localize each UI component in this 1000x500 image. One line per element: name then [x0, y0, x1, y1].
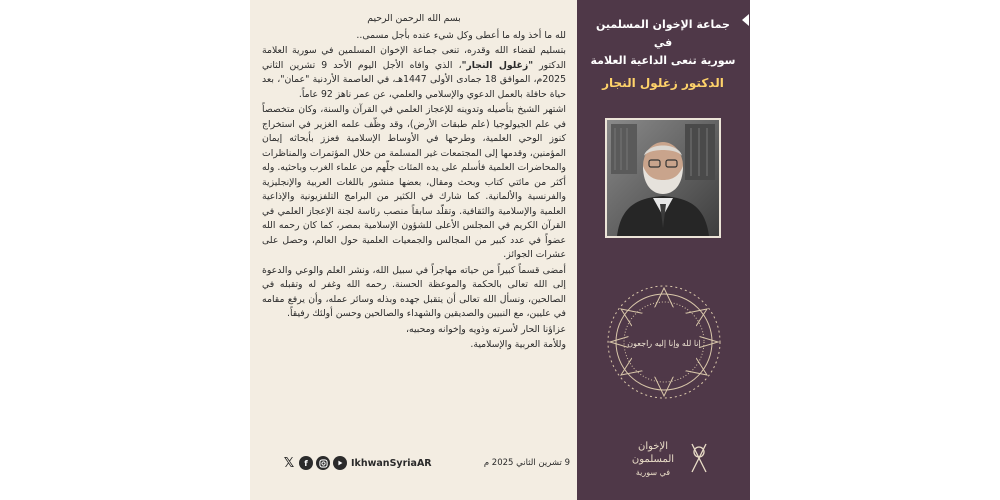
condolence-rosette — [604, 282, 724, 402]
statement-date: 9 تشرين الثاني 2025 م — [483, 458, 570, 468]
youtube-icon[interactable] — [333, 456, 347, 470]
title-line-1: جماعة الإخوان المسلمين في — [596, 18, 730, 49]
logo-text: الإخوان المسلمون في سورية — [631, 441, 675, 477]
portrait-photo — [605, 118, 721, 238]
basmala: بسم الله الرحمن الرحيم — [367, 13, 461, 24]
paragraph-prayer: أمضى قسماً كبيراً من حياته مهاجراً في سبيل الله، ونشر العلم والوعي والدعوة إلى الله تعالى بالحكمة والموعظة الحسنة. رحمه الله وغفر له وتقبله في الصالحين، ونسأل الله تعالى أن يتقبل جهده وبذله وسائر عمله، وأن يرفع مقامه في عليين، مع النبيين والصديقين والشهداء والصالحين وحسن أولئك رفيقاً. — [262, 264, 566, 319]
facebook-icon[interactable]: f — [299, 456, 313, 470]
paragraph-closing: وللأمة العربية والإسلامية. — [470, 339, 566, 350]
footer — [282, 454, 570, 472]
statement-body — [262, 12, 566, 354]
brotherhood-emblem-icon — [620, 432, 712, 484]
x-icon[interactable]: 𝕏 — [283, 455, 295, 471]
paragraph-opening: لله ما أخذ وله ما أعطى وكل شيء عنده بأجل مسمى.. — [356, 29, 566, 41]
instagram-icon[interactable] — [316, 456, 330, 470]
paragraph-biography: اشتهر الشيخ بتأصيله وتدوينه للإعجاز العلمي في القرآن والسنة، وكان متخصصاً في علم الجيولوجيا (علم طبقات الأرض)، وقد وظّف علمه الغزير في استخراج كنوز الوحي العلمية، وطرحها في الأوساط الإسلامية فعزز بأبحاثه إيمان المؤمنين، وقدمها إلى المجتمعات غير المسلمة من خلال المؤتمرات والمناظرات والمحاضرات العلمية فأسلم على يده المئات جلّهم من علماء الغرب وباحثيه. وله أكثر من مائتي كتاب وبحث ومقال، بعضها منشور باللغات العربية والإنجليزية والفرنسية والألمانية. كما شارك في الكثير من البرامج التلفزيونية والإذاعية العلمية والإسلامية والثقافية. وتقلّد سابقاً منصب رئاسة لجنة الإعجاز العلمي في القرآن الكريم في المجلس الأعلى للشؤون الإسلامية بمصر، كما كان رحمه الله عضواً في عدد كبير من المجالس والجمعيات العلمية حول العالم، وحصل على عشرات الجوائز. — [262, 104, 566, 260]
social-handle[interactable]: IkhwanSyriaAR — [351, 457, 432, 469]
social-icons — [282, 456, 347, 470]
chevron-left-icon — [742, 14, 749, 26]
deceased-name: "زغلول النجار" — [461, 59, 534, 71]
announcement-title — [588, 16, 738, 92]
paragraph-announcement: بتسليم لقضاء الله وقدره، تنعى جماعة الإخوان المسلمين في سورية العلامة الدكتور "زغلول النجار"، الذي وافاه الأجل اليوم الأحد 9 تشرين الثاني 2025م، الموافق 18 جمادى الأولى 1447هـ، في العاصمة الأردنية "عمان"، بعد حياة حافلة بالعمل الدعوي والإسلامي والعلمي، عن عمر ناهز 92 عاماً. — [262, 45, 566, 100]
title-name: الدكتور زغلول النجار — [602, 76, 724, 90]
title-line-2: سورية تنعى الداعية العلامة — [590, 54, 736, 67]
rosette-text: إنا لله وإنا إليه راجعون — [627, 339, 701, 348]
portrait-illustration — [607, 120, 719, 236]
paragraph-condolence: عزاؤنا الحار لأسرته وذويه وإخوانه ومحبيه، — [405, 323, 566, 335]
